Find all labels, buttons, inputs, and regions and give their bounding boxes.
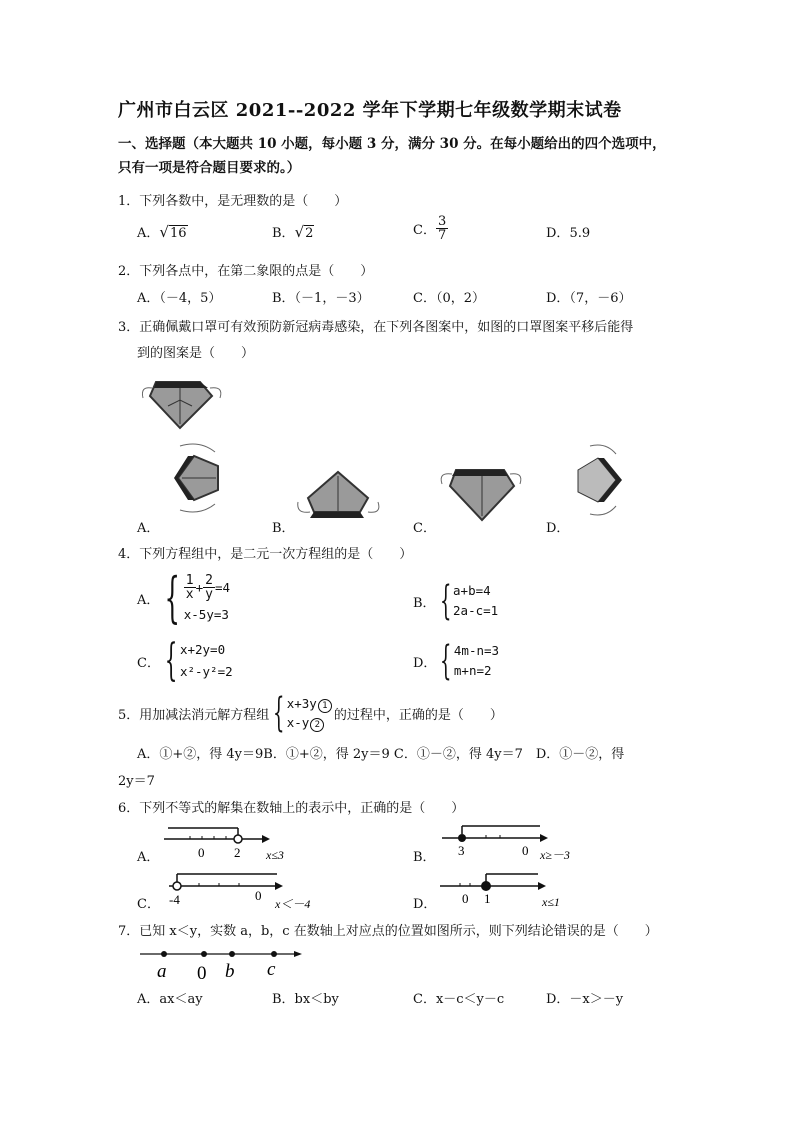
- q4-b-line2: 2a-c=1: [453, 603, 499, 618]
- q3-option-d-label: D．: [546, 521, 570, 536]
- q7-option-d: D．－x＞－y: [546, 992, 624, 1007]
- sqrt-sign: √: [294, 223, 305, 241]
- q6-c-tick-neg4: -4: [169, 892, 180, 907]
- q1-c-num: 3: [437, 214, 447, 229]
- q1-b-label: B．: [272, 226, 295, 241]
- q4-a-frac1: [184, 574, 196, 601]
- q6-b-tick-0: 0: [522, 843, 529, 858]
- q7-stem: 7．已知 x＜y，实数 a，b，c 在数轴上对应点的位置如图所示，则下列结论错误的是（ ）: [118, 924, 658, 939]
- q5-circle-1: 1: [318, 699, 332, 713]
- q4-b-label: B．: [413, 595, 436, 611]
- q7-number-line: [138, 942, 308, 984]
- q6-d-solution: x≤1: [542, 895, 560, 909]
- mask-option-d-image: [570, 440, 630, 520]
- q2-option-a: A．（－4，5）: [137, 291, 222, 306]
- q7-option-c: C．x－c＜y－c: [413, 992, 505, 1007]
- q5-eq2: x-y: [286, 715, 310, 730]
- q6-option-c-label: C．: [137, 897, 160, 912]
- q6-number-line-a: [160, 825, 300, 865]
- q7-point-b: b: [225, 961, 235, 982]
- q4-c-line2: x²-y²=2: [179, 664, 233, 679]
- q4-a-line2: x-5y=3: [183, 607, 229, 622]
- q5-eq1: x+3y: [286, 696, 317, 711]
- brace: {: [440, 638, 452, 684]
- q6-option-a-label: A．: [137, 850, 160, 865]
- q6-a-tick-0: 0: [198, 845, 205, 860]
- q6-option-b-label: B．: [413, 850, 436, 865]
- q4-option-b: [413, 580, 498, 622]
- q6-number-line-d: [438, 866, 598, 910]
- q6-stem: 6．下列不等式的解集在数轴上的表示中，正确的是（ ）: [118, 801, 465, 816]
- q2-option-b: B．（－1，－3）: [272, 291, 370, 306]
- q1-c-fraction: [436, 215, 448, 242]
- q1-option-a: [137, 222, 188, 241]
- page-title: 广州市白云区 2021--2022 学年下学期七年级数学期末试卷: [118, 100, 622, 121]
- q5-stem-pre: 5．用加减法消元解方程组: [118, 707, 270, 723]
- q4-a-eq: =4: [214, 580, 230, 595]
- q6-c-tick-0: 0: [255, 888, 262, 903]
- q6-c-solution: x＜－4: [275, 897, 311, 910]
- q4-d-label: D．: [413, 655, 437, 671]
- brace: {: [164, 635, 178, 686]
- mask-option-c-image: [436, 460, 526, 530]
- q1-a-label: A．: [137, 226, 160, 241]
- section-header-line2: 只有一项是符合题目要求的。）: [118, 160, 301, 176]
- q6-number-line-b: [440, 822, 600, 864]
- q4-a-f1d: x: [185, 587, 194, 602]
- q4-a-frac2: [203, 574, 215, 601]
- q6-b-tick-3: 3: [458, 843, 465, 858]
- q1-d-label: D．: [546, 226, 570, 241]
- q3-option-b-label: B．: [272, 521, 295, 536]
- q6-a-tick-2: 2: [234, 845, 241, 860]
- q6-d-tick-1: 1: [484, 891, 491, 906]
- q5-line2: [287, 713, 332, 732]
- q4-a-f2d: y: [205, 587, 213, 602]
- q5-options-cont: 2y＝7: [118, 774, 155, 789]
- q7-point-a: a: [157, 961, 167, 982]
- q6-a-solution: x≤3: [266, 848, 284, 862]
- q2-option-c: C．（0，2）: [413, 291, 485, 306]
- q4-c-label: C．: [137, 655, 160, 671]
- q4-a-f1n: 1: [185, 573, 194, 588]
- q5-stem: [118, 692, 503, 734]
- q1-option-b: [272, 222, 314, 241]
- q7-point-c: c: [267, 959, 276, 980]
- q5-line1: [287, 694, 332, 713]
- q4-option-d: [413, 640, 499, 682]
- brace: {: [439, 578, 452, 624]
- q5-stem-post: 的过程中，正确的是（ ）: [333, 707, 503, 723]
- q2-option-d: D．（7，－6）: [546, 291, 632, 306]
- q4-d-system: [454, 641, 499, 681]
- mask-reference-image: [138, 366, 228, 436]
- q5-circle-2: 2: [310, 718, 324, 732]
- q6-d-tick-0: 0: [462, 891, 469, 906]
- q4-option-a: [137, 566, 230, 629]
- sqrt-sign: √: [159, 223, 169, 241]
- q4-a-plus: +: [195, 580, 204, 595]
- q1-stem: 1．下列各数中，是无理数的是（ ）: [118, 194, 348, 209]
- q4-b-line1: a+b=4: [453, 583, 491, 598]
- brace: {: [164, 566, 181, 629]
- q4-d-line1: 4m-n=3: [453, 643, 500, 658]
- mask-option-a-image: [160, 438, 230, 518]
- q6-option-d-label: D．: [413, 897, 437, 912]
- section-header-line1: 一、选择题（本大题共 10 小题，每小题 3 分，满分 30 分。在每小题给出的四个选项中，: [118, 136, 666, 152]
- q4-a-system: [184, 574, 230, 622]
- q3-option-a-label: A．: [137, 521, 160, 536]
- q4-c-system: [180, 639, 233, 683]
- q3-option-c-label: C．: [413, 521, 436, 536]
- q6-number-line-c: [165, 868, 325, 910]
- q4-option-c: [137, 635, 233, 686]
- q4-a-f2n: 2: [205, 573, 213, 588]
- q3-stem-line2: 到的图案是（ ）: [137, 346, 255, 361]
- q3-stem-line1: 3．正确佩戴口罩可有效预防新冠病毒感染，在下列各图案中，如图的口罩图案平移后能得: [118, 320, 634, 335]
- q5-system: [287, 694, 332, 732]
- q4-d-line2: m+n=2: [453, 663, 492, 678]
- brace: {: [273, 690, 285, 736]
- q7-point-0: 0: [197, 963, 207, 984]
- q6-b-solution: x≥－3: [540, 848, 570, 862]
- q7-option-b: B．bx＜by: [272, 992, 339, 1007]
- q1-a-radicand: 16: [169, 226, 187, 241]
- q1-option-c: [413, 215, 448, 242]
- q4-b-system: [453, 581, 498, 621]
- q5-options: A．①+②，得 4y＝9B．①+②，得 2y＝9 C．①－②，得 4y＝7 D．①－②，得: [137, 747, 625, 762]
- q1-option-d: [546, 222, 590, 241]
- q4-a-label: A．: [137, 592, 160, 608]
- q4-a-line1: [184, 574, 230, 601]
- q1-c-den: 7: [437, 228, 447, 243]
- q2-stem: 2．下列各点中，在第二象限的点是（ ）: [118, 264, 374, 279]
- q1-c-label: C．: [413, 223, 436, 238]
- q7-option-a: A．ax＜ay: [137, 992, 203, 1007]
- q1-d-text: 5.9: [569, 226, 591, 241]
- q1-b-radicand: 2: [305, 226, 314, 241]
- q4-stem: 4．下列方程组中，是二元一次方程组的是（ ）: [118, 547, 413, 562]
- q4-c-line1: x+2y=0: [179, 642, 226, 657]
- mask-option-b-image: [294, 462, 384, 532]
